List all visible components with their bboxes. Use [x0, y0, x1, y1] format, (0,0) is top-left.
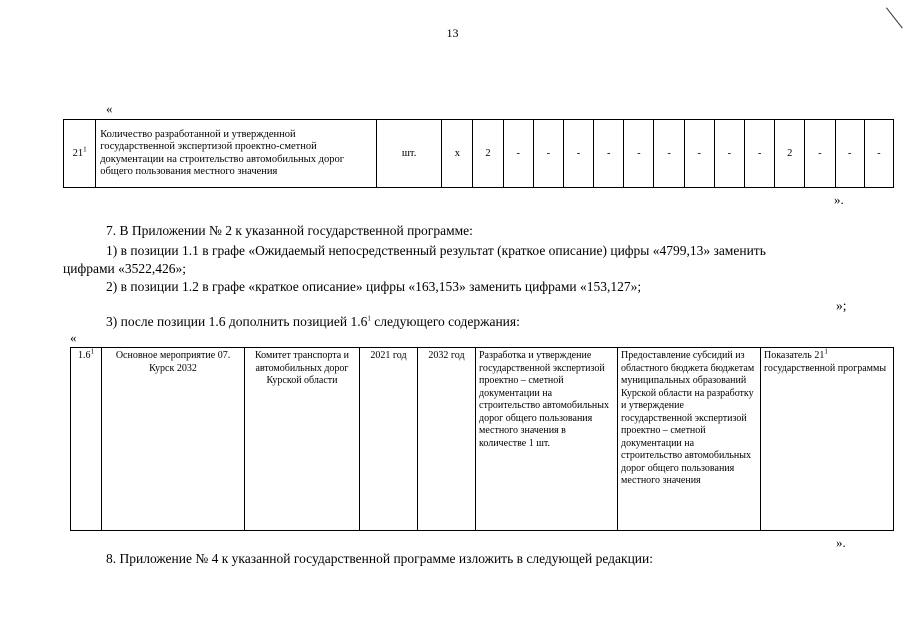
paragraph-item-8: 8. Приложение № 4 к указанной государственной программе изложить в следующей редакции:	[106, 551, 653, 566]
paragraph-item-7-1-cont: цифрами «3522,426»;	[63, 261, 186, 276]
content-cell: Предоставление субсидий из областного бюджета бюджетам муниципальных образований Курской области на разработку и утверждение государственной экспертизой проектно – сметной документации на строительство автомобильных дорог общего пользования местного значения	[618, 348, 761, 531]
quote-close-1: ».	[834, 192, 844, 207]
value-cell: 2	[473, 120, 503, 188]
value-cell: 2	[775, 120, 805, 188]
paragraph-item-7-1: 1) в позиции 1.1 в графе «Ожидаемый непосредственный результат (краткое описание) цифры «4799,13» заменить	[106, 243, 766, 258]
quote-open-2: «	[70, 330, 77, 345]
result-cell: Разработка и утверждение государственной экспертизой проектно – сметной документации на строительство автомобильных дорог общего пользования местного значения в количестве 1 шт.	[476, 348, 618, 531]
paragraph-item-7: 7. В Приложении № 2 к указанной государственной программе:	[106, 223, 473, 238]
indicator-cell: Показатель $21^1$ государственной программы	[761, 348, 894, 531]
value-cell: -	[624, 120, 654, 188]
quote-close-2: »;	[836, 298, 847, 313]
event-table	[70, 347, 894, 531]
value-cell: -	[654, 120, 684, 188]
value-cell: х	[442, 120, 473, 188]
event-cell: Основное мероприятие 07. Курск 2032	[102, 348, 245, 531]
value-cell: -	[805, 120, 835, 188]
value-cell: -	[594, 120, 624, 188]
paragraph-item-7-2: 2) в позиции 1.2 в графе «краткое описание» цифры «163,153» заменить цифрами «153,127»;	[106, 279, 642, 294]
value-cell: -	[745, 120, 775, 188]
value-cell: -	[864, 120, 893, 188]
value-cell: -	[835, 120, 864, 188]
page-number: 13	[446, 26, 459, 40]
value-cell: -	[563, 120, 593, 188]
executor-cell: Комитет транспорта и автомобильных дорог Курской области	[245, 348, 360, 531]
start-year-cell: 2021 год	[360, 348, 418, 531]
description-cell: Количество разработанной и утвержденной государственной экспертизой проектно-сметной документации на строительство автомобильных дорог общего пользования местного значения	[96, 120, 377, 188]
table-row	[71, 348, 894, 531]
row-number-cell: $21^1$	[64, 120, 96, 188]
end-year-cell: 2032 год	[418, 348, 476, 531]
row-number-cell: $1.6^1$	[71, 348, 102, 531]
paragraph-item-7-3: 3) после позиции 1.6 дополнить позицией $1.6^1$ следующего содержания:	[106, 314, 520, 329]
quote-open-1: «	[106, 101, 113, 116]
indicator-table	[63, 119, 894, 188]
table-row	[64, 120, 894, 188]
value-cell: -	[503, 120, 533, 188]
value-cell: -	[684, 120, 714, 188]
quote-close-3: ».	[836, 535, 846, 550]
value-cell: -	[714, 120, 744, 188]
value-cell: -	[533, 120, 563, 188]
unit-cell: шт.	[376, 120, 441, 188]
